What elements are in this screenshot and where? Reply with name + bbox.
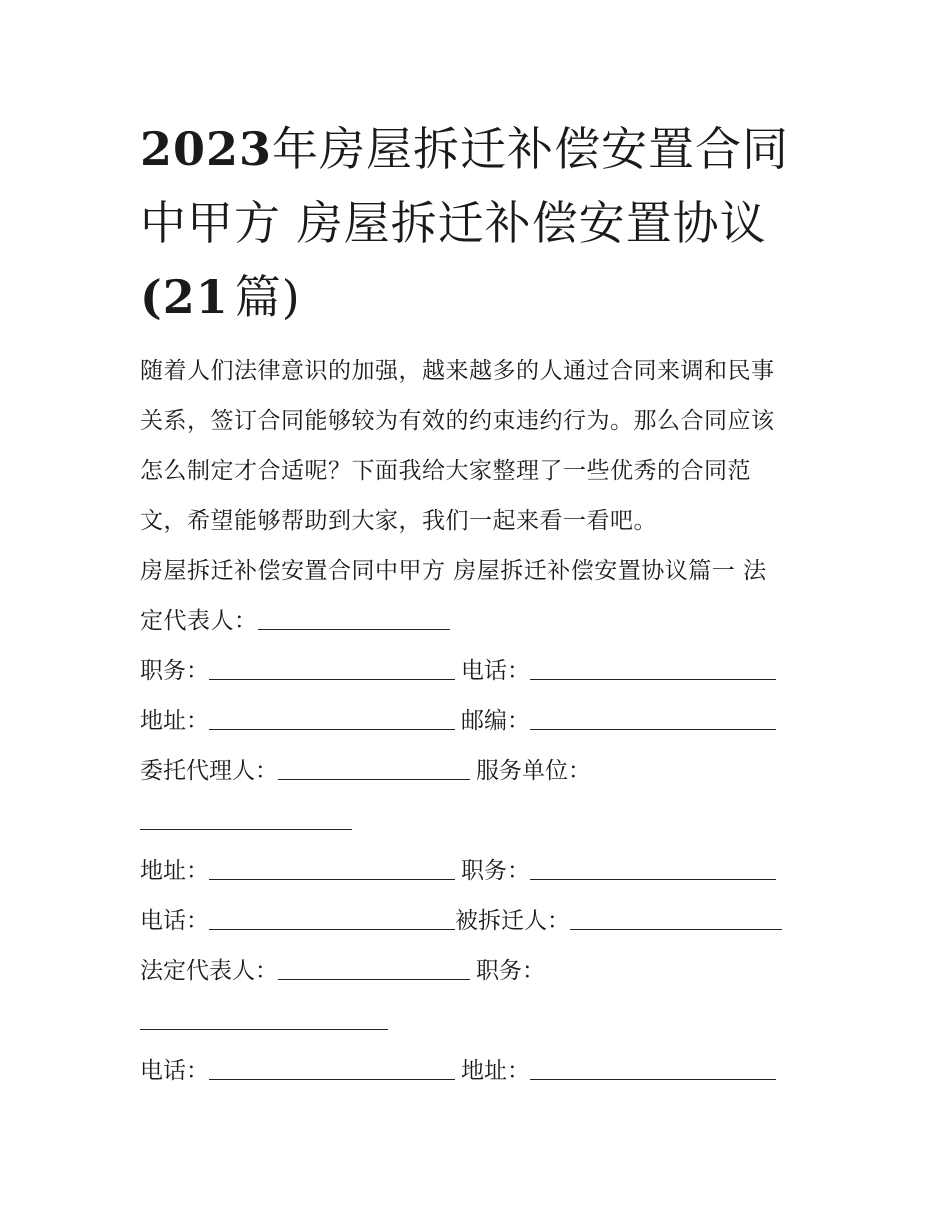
postcode-blank[interactable] xyxy=(530,707,776,730)
phone-blank-3[interactable] xyxy=(209,1057,455,1080)
field-row-agent-employer: 委托代理人： 服务单位： xyxy=(140,758,591,784)
position-blank-2[interactable] xyxy=(530,857,776,880)
field-row-phone-relocatee: 电话： 被拆迁人： xyxy=(140,896,820,946)
address-blank-3[interactable] xyxy=(530,1057,776,1080)
legal-rep-blank[interactable] xyxy=(258,607,450,630)
document-body xyxy=(140,346,820,1096)
field-row-position-blank xyxy=(140,996,820,1046)
employer-blank[interactable] xyxy=(140,807,352,830)
title-line-3: (21 篇) xyxy=(140,270,301,324)
field-row-address-postcode: 地址： 邮编： xyxy=(140,696,820,746)
agent-blank[interactable] xyxy=(278,757,470,780)
position-blank-3[interactable] xyxy=(140,1007,388,1030)
field-row-phone-address: 电话： 地址： xyxy=(140,1046,820,1096)
phone-blank[interactable] xyxy=(530,657,776,680)
field-row-employer-blank xyxy=(140,796,820,846)
legal-rep-blank-2[interactable] xyxy=(278,957,470,980)
field-row-legalrep-position: 法定代表人： 职务： xyxy=(140,958,545,984)
address-blank[interactable] xyxy=(209,707,455,730)
title-line-1: 2023年房屋拆迁补偿安置合同 xyxy=(140,122,790,176)
position-blank[interactable] xyxy=(209,657,455,680)
relocatee-blank[interactable] xyxy=(570,907,782,930)
section-heading: 房屋拆迁补偿安置合同中甲方 房屋拆迁补偿安置协议篇一 法 定代表人： xyxy=(140,558,767,634)
title-line-2: 中甲方 房屋拆迁补偿安置协议 xyxy=(140,196,767,250)
address-blank-2[interactable] xyxy=(209,857,455,880)
field-row-address-position: 地址： 职务： xyxy=(140,846,820,896)
phone-blank-2[interactable] xyxy=(209,907,455,930)
intro-paragraph: 随着人们法律意识的加强，越来越多的人通过合同来调和民事 关系，签订合同能够较为有效的约束违约行为。那么合同应该 怎么制定才合适呢？下面我给大家整理了一些优秀的合同范 文，希望能够帮助到大家，我们一起来看一看吧。 xyxy=(140,358,775,534)
field-row-position-phone: 职务： 电话： xyxy=(140,646,820,696)
document-title xyxy=(140,112,820,334)
document-page xyxy=(140,112,820,1096)
